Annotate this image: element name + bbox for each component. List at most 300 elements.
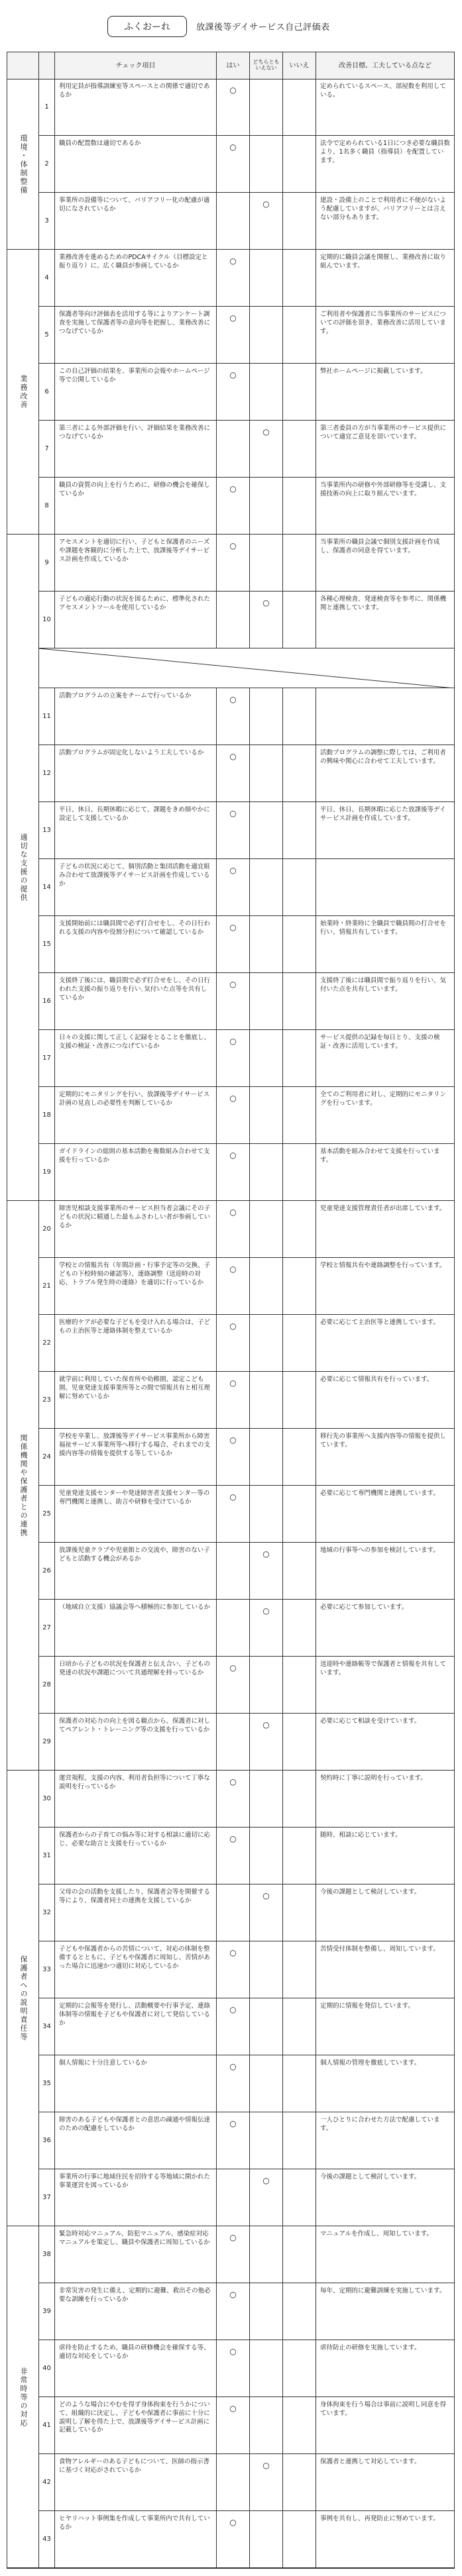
answer-yes [217,1714,250,1770]
answer-neither [250,2226,283,2283]
check-item: 障害児相談支援事業所のサービス担当者会議にその子どもの状況に精通した最もふさわしい者が参画しているか [55,1201,217,1257]
improvement-note: 当事業所内の研修や外部研修等を受講し、支援技術の向上に取り組んでいます。 [320,482,447,497]
answer-yes: ○ [217,1030,250,1086]
answer-yes: ○ [217,688,250,745]
evaluation-table [7,52,455,2569]
improvement-note: 一人ひとりに合わせた方法で配慮しています。 [320,2116,440,2132]
answer-yes: ○ [217,250,250,306]
improvement-note: 必要に応じて専門機関と連携しています。 [320,1490,439,1497]
answer-no [283,1657,316,1713]
answer-yes: ○ [217,2511,250,2567]
check-item: 非常災害の発生に備え、定期的に避難、救出その他必要な訓練を行っているか [55,2283,217,2340]
answer-no [283,193,316,249]
row-number: 40 [39,2340,55,2396]
check-item: ガイドラインの総則の基本活動を複数組み合わせて支援を行っているか [55,1144,217,1200]
answer-yes: ○ [217,1087,250,1143]
check-item: 活動プログラムの立案をチームで行っているか [55,688,217,745]
answer-no [283,79,316,135]
row-number: 17 [39,1030,55,1086]
table-row [39,478,454,535]
section-cell [7,1771,39,2226]
check-item: 保護者からの子育ての悩み等に対する相談に適切に応じ、必要な助言と支援を行っているか [55,1828,217,1884]
answer-no [283,307,316,363]
row-number: 43 [39,2511,55,2567]
table-row [39,1030,454,1087]
section-cell [7,250,39,535]
answer-neither [250,307,283,363]
row-number: 27 [39,1600,55,1656]
table-row [39,250,454,307]
improvement-note [316,688,454,745]
answer-no [283,859,316,915]
table-row [39,1884,454,1941]
row-number: 1 [39,79,55,135]
answer-no [283,916,316,972]
row-number: 10 [39,592,55,648]
answer-neither [250,1030,283,1086]
answer-no [283,592,316,648]
improvement-note: 今後の課題として検討しています。 [320,2173,421,2181]
answer-neither [250,1258,283,1314]
header-no: いいえ [283,52,316,79]
row-number: 23 [39,1372,55,1428]
row-number: 9 [39,535,55,591]
improvement-note: ご利用者や保護者に当事業所のサービスについての評価を頂き、業務改善に活用しています。 [320,311,446,335]
check-item: この自己評価の結果を、事業所の会報やホームページ等で公開しているか [55,364,217,420]
answer-yes: ○ [217,2055,250,2112]
check-item: 事業所の設備等について、バリアフリー化の配慮が適切になされているか [55,193,217,249]
table-row [39,2169,454,2226]
row-number: 29 [39,1714,55,1770]
answer-no [283,1087,316,1143]
answer-no [283,136,316,192]
answer-no [283,2169,316,2226]
row-number: 37 [39,2169,55,2226]
check-item: 職員の配置数は適切であるか [55,136,217,192]
table-row [39,1201,454,1258]
answer-yes: ○ [217,802,250,858]
improvement-note: 基本活動を組み合わせて支援を行っています。 [320,1148,440,1164]
answer-neither [250,1657,283,1713]
answer-neither: ○ [250,1543,283,1599]
answer-yes: ○ [217,916,250,972]
answer-neither: ○ [250,2169,283,2226]
answer-no [283,2511,316,2567]
row-number: 22 [39,1315,55,1371]
row-number: 2 [39,136,55,192]
row-number: 31 [39,1828,55,1884]
answer-yes: ○ [217,79,250,135]
check-item: 虐待を防止するため、職員の研修機会を確保する等、適切な対応をしているか [55,2340,217,2396]
improvement-note: 苦情受付体制を整備し、周知しています。 [320,1945,439,1953]
answer-no [283,421,316,477]
improvement-note: 弊社ホームページに掲載しています。 [320,368,427,375]
answer-neither [250,1486,283,1542]
answer-no [283,478,316,534]
answer-neither [250,79,283,135]
improvement-note: サービス提供の記録を毎日とり、支援の検証・改善に活用しています。 [320,1034,440,1050]
answer-no [283,2340,316,2396]
row-number: 39 [39,2283,55,2340]
table-row [39,79,454,136]
table-row [39,1543,454,1600]
answer-neither [250,859,283,915]
answer-neither [250,1771,283,1827]
header-number-spacer [39,52,55,79]
check-item: どのような場合にやむを得ず身体拘束を行うかについて、組織的に決定し、子どもや保護者に事前に十分に説明し了解を得た上で、放課後等デイサービス計画に記載しているか [55,2397,217,2453]
check-item: 子どもや保護者からの苦情について、対応の体制を整備するとともに、子どもや保護者に周知し、苦情があった場合に迅速かつ適切に対応しているか [55,1941,217,1998]
improvement-note: 虐待防止の研修を実施しています。 [320,2344,421,2351]
table-row [39,916,454,973]
improvement-note: マニュアルを作成し、周知しています。 [320,2230,433,2238]
improvement-note: 学校と情報共有や連絡調整を行っています。 [320,1262,446,1269]
answer-no [283,2055,316,2112]
section-cell [7,1201,39,1771]
row-number: 34 [39,1998,55,2055]
answer-yes: ○ [217,2397,250,2453]
table-row [39,592,454,648]
check-item: 緊急時対応マニュアル、防犯マニュアル、感染症対応マニュアルを策定し、職員や保護者に周知しているか [55,2226,217,2283]
check-item: 第三者による外部評価を行い、評価結果を業務改善につなげているか [55,421,217,477]
improvement-note: 契約時に丁寧に説明を行っています。 [320,1775,427,1782]
check-item: 日々の支援に関して正しく記録をとることを徹底し、支援の検証・改善につなげているか [55,1030,217,1086]
check-item: 定期的にモニタリングを行い、放課後等デイサービス計画の見直しの必要性を判断しているか [55,1087,217,1143]
answer-yes: ○ [217,2112,250,2169]
answer-no [283,1600,316,1656]
answer-yes: ○ [217,1372,250,1428]
answer-neither [250,745,283,801]
answer-no [283,1828,316,1884]
answer-yes: ○ [217,1998,250,2055]
answer-neither [250,1315,283,1371]
answer-no [283,1201,316,1257]
table-row [39,2283,454,2340]
answer-neither: ○ [250,1600,283,1656]
table-row [39,2454,454,2511]
table-header [7,52,454,79]
answer-neither [250,1144,283,1200]
section-label: 非常時等の対応 [19,2367,28,2428]
section-label: 適切な支援の提供 [19,833,28,902]
answer-no [283,2226,316,2283]
answer-no [283,1884,316,1941]
answer-neither: ○ [250,2454,283,2510]
answer-neither [250,2511,283,2567]
answer-yes: ○ [217,535,250,591]
answer-no [283,2112,316,2169]
answer-neither [250,2055,283,2112]
improvement-note: 毎年、定期的に避難訓練を実施しています。 [320,2287,446,2294]
answer-neither [250,1372,283,1428]
table-row [39,973,454,1030]
answer-yes: ○ [217,1315,250,1371]
improvement-note: 必要に応じて主治医等と連携しています。 [320,1319,439,1326]
improvement-note: 全てのご利用者に対し、定期的にモニタリングを行っています。 [320,1091,447,1107]
improvement-note: 活動プログラムの調整に際しては、ご利用者の興味や関心に合わせて工夫しています。 [320,749,446,765]
check-item: 利用定員が指導訓練室等スペースとの関係で適切であるか [55,79,217,135]
answer-yes: ○ [217,364,250,420]
row-number: 14 [39,859,55,915]
answer-yes: ○ [217,307,250,363]
improvement-note: 定期的に職員会議を開催し、業務改善に取り組んでいます。 [320,254,447,270]
improvement-note: 事例を共有し、再発防止に努めています。 [320,2515,439,2522]
answer-neither: ○ [250,1884,283,1941]
check-item: 医療的ケアが必要な子どもを受け入れる場合は、子どもの主治医等と連絡体制を整えているか [55,1315,217,1371]
answer-neither: ○ [250,193,283,249]
answer-yes: ○ [217,1771,250,1827]
check-item: ヒヤリハット事例集を作成して事業所内で共有しているか [55,2511,217,2567]
check-item: （地域自立支援）協議会等へ積極的に参加しているか [55,1600,217,1656]
answer-yes [217,421,250,477]
row-number: 30 [39,1771,55,1827]
table-row [39,307,454,364]
header-item: チェック項目 [55,52,217,79]
row-number: 33 [39,1941,55,1998]
row-number: 21 [39,1258,55,1314]
row-number: 28 [39,1657,55,1713]
improvement-note: 法令で定められている1日につき必要な職員数より、1名多く職員（指導員）を配置しています。 [320,140,450,164]
table-row [39,2055,454,2112]
check-item: 放課後児童クラブや児童館との交流や、障害のない子どもと活動する機会があるか [55,1543,217,1599]
table-row [39,364,454,421]
table-row [39,745,454,802]
row-number: 4 [39,250,55,306]
check-item: 父母の会の活動を支援したり、保護者会等を開催する等により、保護者同士の連携を支援しているか [55,1884,217,1941]
answer-no [283,2397,316,2453]
answer-no [283,364,316,420]
table-row [39,802,454,859]
document-title: 放課後等デイサービス自己評価表 [196,23,330,32]
improvement-note: 移行先の事業所へ支援内容等の情報を提供しています。 [320,1433,447,1449]
answer-yes: ○ [217,1258,250,1314]
table-row [39,2226,454,2283]
row-number: 18 [39,1087,55,1143]
row-number: 5 [39,307,55,363]
row-number: 35 [39,2055,55,2112]
table-row [39,1258,454,1315]
answer-yes: ○ [217,859,250,915]
row-number: 20 [39,1201,55,1257]
answer-neither [250,478,283,534]
improvement-note: 当事業所の職員会議で個別支援計画を作成し、保護者の同意を得ています。 [320,539,440,554]
check-item: 定期的に会報等を発行し、活動概要や行事予定、連絡体制等の情報を子どもや保護者に対して発信しているか [55,1998,217,2055]
answer-yes: ○ [217,1429,250,1485]
answer-yes: ○ [217,1201,250,1257]
answer-neither [250,250,283,306]
improvement-note: 建設・設備上のことで利用者に不便がないよう配慮していますが、バリアフリーとは言えない部分もあります。 [320,197,447,221]
check-item: 保護者の対応力の向上を図る観点から、保護者に対してペアレント・トレーニング等の支援を行っているか [55,1714,217,1770]
answer-neither [250,1828,283,1884]
table-row [39,2112,454,2169]
row-number: 41 [39,2397,55,2453]
answer-yes: ○ [217,1486,250,1542]
improvement-note: 児童発達支援管理責任者が出席しています。 [320,1205,446,1212]
table-row [39,535,454,592]
section-label: 環境・体制整備 [19,134,28,195]
table-row [39,1486,454,1543]
table-row [39,1714,454,1771]
answer-no [283,1258,316,1314]
answer-no [283,1543,316,1599]
facility-name-box: ふくおーれ [107,16,187,37]
table-row [39,2397,454,2454]
answer-neither [250,2397,283,2453]
header-yes: はい [217,52,250,79]
row-number: 7 [39,421,55,477]
check-item: 支援開始前には職員間で必ず打合せをし、その日行われる支援の内容や役割分担について確認しているか [55,916,217,972]
answer-yes: ○ [217,2283,250,2340]
table-row [39,859,454,916]
answer-neither [250,1429,283,1485]
table-row [39,688,454,745]
answer-neither [250,802,283,858]
answer-no [283,2283,316,2340]
header-remark: 改善目標、工夫している点など [339,62,432,70]
answer-no [283,1372,316,1428]
improvement-note: 定められているスペース、部屋数を利用している。 [320,83,446,99]
improvement-note: 始業時・終業時に全職員で職員間の打合せを行い、情報共有しています。 [320,920,447,936]
answer-neither [250,136,283,192]
table-row [39,1828,454,1884]
answer-no [283,1771,316,1827]
answer-no [283,1429,316,1485]
table-row [39,421,454,478]
answer-no [283,2454,316,2510]
section-cell [7,2226,39,2568]
answer-neither [250,1941,283,1998]
answer-yes: ○ [217,745,250,801]
check-item: 学校を卒業し、放課後等デイサービス事業所から障害福祉サービス事業所等へ移行する場合、それまでの支援内容等の情報を提供する等しているか [55,1429,217,1485]
answer-yes [217,1884,250,1941]
improvement-note: 必要に応じて情報共有を行っています。 [320,1376,433,1383]
section-label: 保護者への説明責任等 [19,1955,28,2041]
check-item: 業務改善を進めるためのPDCAサイクル（目標設定と振り返り）に、広く職員が参画しているか [55,250,217,306]
diagonal-strike [39,648,454,688]
answer-no [283,745,316,801]
check-item: 児童発達支援センターや発達障害者支援センター等の専門機関と連携し、助言や研修を受けているか [55,1486,217,1542]
improvement-note: 保護者と連携して対応しています。 [320,2458,421,2465]
check-item: 子どもの状況に応じて、個別活動と集団活動を適宜組み合わせて放課後等デイサービス計画を作成しているか [55,859,217,915]
answer-yes [217,592,250,648]
check-item: 支援終了後には、職員間で必ず打合せをし、その日行われた支援の振り返りを行い､気付いた点等を共有しているか [55,973,217,1029]
check-item: 子どもの適応行動の状況を図るために、標準化されたアセスメントツールを使用しているか [55,592,217,648]
answer-no [283,1714,316,1770]
answer-neither [250,2283,283,2340]
answer-yes: ○ [217,478,250,534]
table-row [39,1600,454,1657]
answer-yes [217,193,250,249]
improvement-note: 定期的に情報を発信しています。 [320,2002,414,2010]
answer-no [283,688,316,745]
improvement-note: 第三者委員の方が当事業所のサービス提供について適宜ご意見を頂いています。 [320,425,447,440]
answer-yes: ○ [217,1941,250,1998]
check-item: 平日、休日、長期休暇に応じて、課題をきめ細やかに設定して支援しているか [55,802,217,858]
row-number: 15 [39,916,55,972]
improvement-note: 平日、休日、長期休暇に応じた放課後等デイサービス計画を作成しています。 [320,806,446,822]
answer-no [283,1998,316,2055]
improvement-note: 各種心理検査、発達検査等を参考に、関係機関と連携しています。 [320,595,447,611]
answer-neither [250,364,283,420]
check-item: 就学前に利用していた保育所や幼稚園、認定こども園、児童発達支援事業所等との間で情報共有と相互理解に努めているか [55,1372,217,1428]
check-item: 保護者等向け評価表を活用する等によりアンケート調査を実施して保護者等の意向等を把握し、業務改善につなげているか [55,307,217,363]
improvement-note: 身体拘束を行う場合は事前に説明し同意を得ています。 [320,2401,447,2417]
row-number: 13 [39,802,55,858]
row-number: 36 [39,2112,55,2169]
answer-yes: ○ [217,2340,250,2396]
header-mid: どちらとも いえない [250,52,283,79]
improvement-note: 地域の行事等への参加を検討しています。 [320,1547,439,1554]
check-item: 食物アレルギーのある子どもについて、医師の指示書に基づく対応がされているか [55,2454,217,2510]
answer-no [283,1030,316,1086]
section-label: 業務改善 [19,375,28,409]
row-number: 8 [39,478,55,534]
answer-no [283,1144,316,1200]
row-number: 3 [39,193,55,249]
row-number: 38 [39,2226,55,2283]
table-row [39,2340,454,2397]
row-number: 24 [39,1429,55,1485]
answer-neither [250,2112,283,2169]
table-row [39,136,454,193]
answer-no [283,1941,316,1998]
header-section-spacer [7,52,39,79]
answer-yes: ○ [217,1657,250,1713]
table-row [39,1429,454,1486]
table-row [39,1771,454,1828]
section-label: 関係機関や保護者との連携 [19,1434,28,1537]
check-item: アセスメントを適切に行い、子どもと保護者のニーズや課題を客観的に分析した上で、放課後等デイサービス計画を作成しているか [55,535,217,591]
row-number: 11 [39,688,55,745]
answer-yes: ○ [217,1828,250,1884]
answer-neither [250,2340,283,2396]
answer-yes: ○ [217,2226,250,2283]
answer-yes: ○ [217,136,250,192]
row-number: 32 [39,1884,55,1941]
answer-neither: ○ [250,1714,283,1770]
row-number: 16 [39,973,55,1029]
check-item: 活動プログラムが固定化しないよう工夫しているか [55,745,217,801]
improvement-note: 支援終了後には職員間で振り返りを行い、気付いた点を共有しています。 [320,977,447,993]
table-row [39,1998,454,2055]
answer-yes [217,1600,250,1656]
answer-no [283,535,316,591]
table-row [39,2511,454,2568]
answer-neither [250,1201,283,1257]
table-row [39,1087,454,1144]
answer-neither: ○ [250,592,283,648]
answer-yes: ○ [217,973,250,1029]
blank-row [39,648,454,688]
improvement-note [316,859,454,915]
table-row [39,1657,454,1714]
row-number: 6 [39,364,55,420]
check-item: 事業所の行事に地域住民を招待する等地域に開かれた事業運営を図っているか [55,2169,217,2226]
table-row [39,1372,454,1429]
table-row [39,1144,454,1201]
answer-yes [217,2169,250,2226]
table-row [39,193,454,250]
answer-neither [250,1998,283,2055]
check-item: 障害のある子どもや保護者との意思の疎通や情報伝達のための配慮をしているか [55,2112,217,2169]
answer-no [283,250,316,306]
document-header [0,9,462,50]
answer-yes: ○ [217,1144,250,1200]
row-number: 26 [39,1543,55,1599]
table-row [39,1315,454,1372]
answer-no [283,973,316,1029]
row-number: 42 [39,2454,55,2510]
answer-yes [217,1543,250,1599]
